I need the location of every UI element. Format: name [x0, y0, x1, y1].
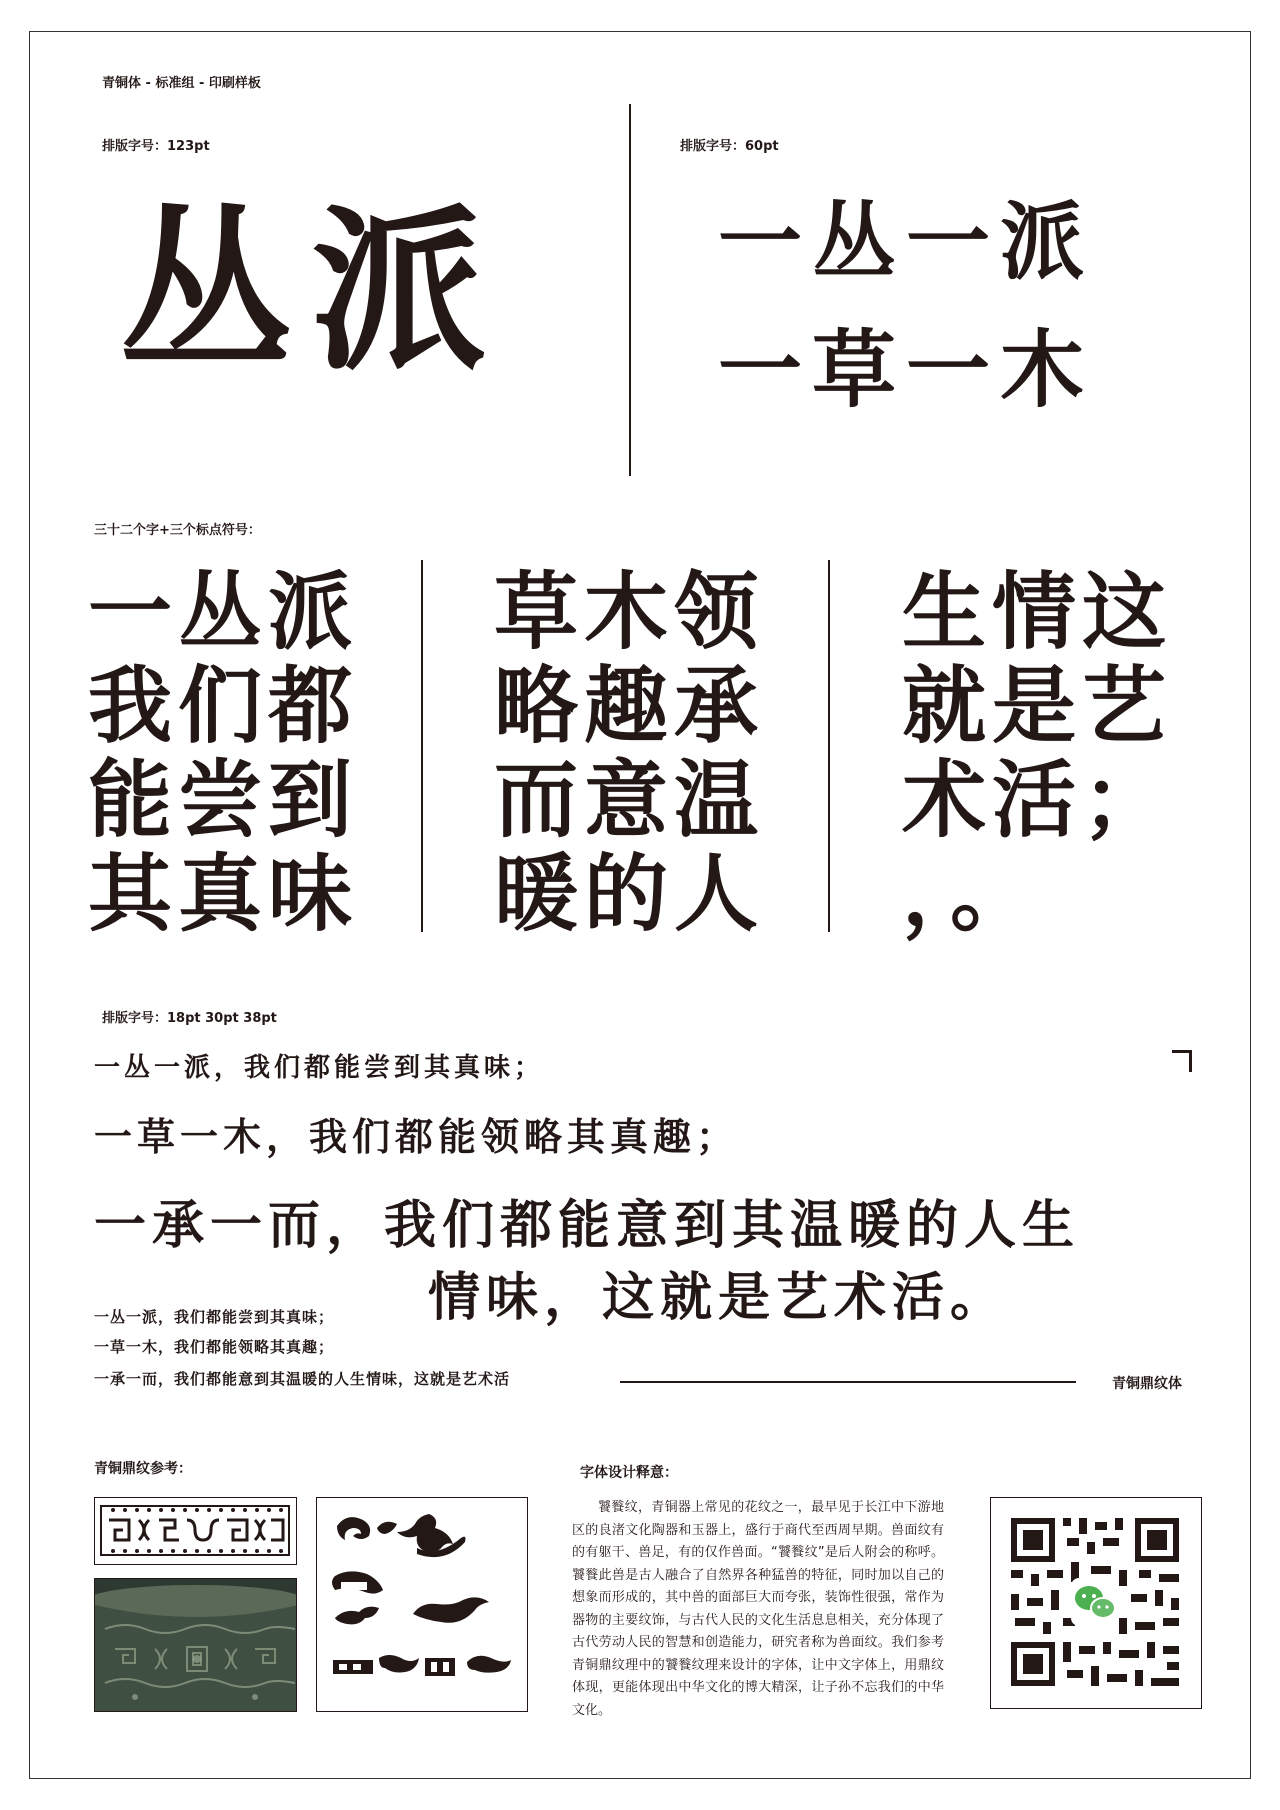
grid-col1-row: 一丛派	[88, 563, 359, 661]
grid-col1-row: 能尝到	[88, 751, 359, 849]
grid-col2-row: 草木领	[494, 563, 765, 661]
qr-code-box	[990, 1497, 1202, 1709]
grid-col2-row: 而意温	[494, 751, 765, 849]
font-name-label: 青铜鼎纹体	[1112, 1376, 1182, 1392]
char-count-label: 三十二个字+三个标点符号：	[94, 523, 261, 538]
size-label-left: 排版字号：123pt	[102, 139, 210, 154]
top-divider	[629, 104, 631, 476]
grid-col2-row: 略趣承	[494, 657, 765, 755]
size-label-body: 排版字号：18pt 30pt 38pt	[102, 1011, 277, 1026]
sample-row-38pt-line2: 情味，这就是艺术活。	[428, 1268, 1009, 1328]
bronze-vessel-image	[94, 1578, 297, 1712]
tiny-line-3: 一承一而，我们都能意到其温暖的人生情味，这就是艺术活	[94, 1370, 511, 1388]
grid-col1-row: 我们都	[88, 657, 359, 755]
grid-col2-row: 暖的人	[494, 845, 765, 943]
size-label-right: 排版字号：60pt	[680, 139, 779, 154]
reference-title: 青铜鼎纹参考：	[94, 1461, 192, 1477]
grid-col-3	[902, 565, 1172, 941]
dragon-motifs-image	[316, 1497, 528, 1712]
page-title: 青铜体 - 标准组 - 印刷样板	[102, 76, 261, 91]
design-description: 饕餮纹，青铜器上常见的花纹之一，最早见于长江中下游地区的良渚文化陶器和玉器上，盛行于商代至西周早期。兽面纹有的有躯干、兽足，有的仅作兽面。“饕餮纹”是后人附会的称呼。饕餮此兽是古人融合了自然界各种猛兽的特征，同时加以自己的想象而形成的，其中兽的面部巨大而夸张，装饰性很强，常作为器物的主要纹饰，与古代人民的文化生活息息相关，充分体现了古代劳动人民的智慧和创造能力，研究者称为兽面纹。我们参考青铜鼎纹理中的饕餮纹理来设计的字体，让中文字体上，用鼎纹体现，更能体现出中华文化的博大精深，让子孙不忘我们的中华文化。	[572, 1500, 944, 1718]
sample-row-38pt-line1: 一承一而，我们都能意到其温暖的人生	[94, 1196, 1081, 1256]
big-sample: 丛派	[118, 191, 504, 394]
mid-sample-line1: 一丛一派	[718, 193, 1095, 291]
grid-col3-row: 术活；	[902, 751, 1173, 849]
grid-col3-row: 就是艺	[902, 657, 1173, 755]
tiny-line-2: 一草一木，我们都能领略其真趣；	[94, 1338, 335, 1356]
grid-col-2	[494, 565, 764, 941]
pattern-band-image	[94, 1497, 297, 1565]
corner-mark	[1172, 1050, 1192, 1072]
sample-row-30pt: 一草一木，我们都能领略其真趣；	[94, 1115, 740, 1159]
qr-code-icon	[991, 1498, 1199, 1706]
bronze-vessel-icon	[95, 1579, 297, 1712]
design-title: 字体设计释意：	[580, 1465, 678, 1481]
mid-sample-line2: 一草一木	[718, 321, 1095, 419]
pattern-band-icon	[95, 1498, 295, 1563]
sample-row-18pt: 一丛一派，我们都能尝到其真味；	[94, 1053, 545, 1083]
grid-col3-row: 生情这	[902, 563, 1173, 661]
grid-divider-1	[421, 560, 423, 932]
grid-divider-2	[828, 560, 830, 932]
tiny-line-1: 一丛一派，我们都能尝到其真味；	[94, 1308, 335, 1326]
dragon-motifs-icon	[317, 1498, 527, 1710]
font-name-rule	[620, 1381, 1076, 1383]
grid-col1-row: 其真味	[88, 845, 359, 943]
grid-col3-row: ，。	[902, 845, 1041, 943]
grid-col-1	[88, 565, 358, 941]
